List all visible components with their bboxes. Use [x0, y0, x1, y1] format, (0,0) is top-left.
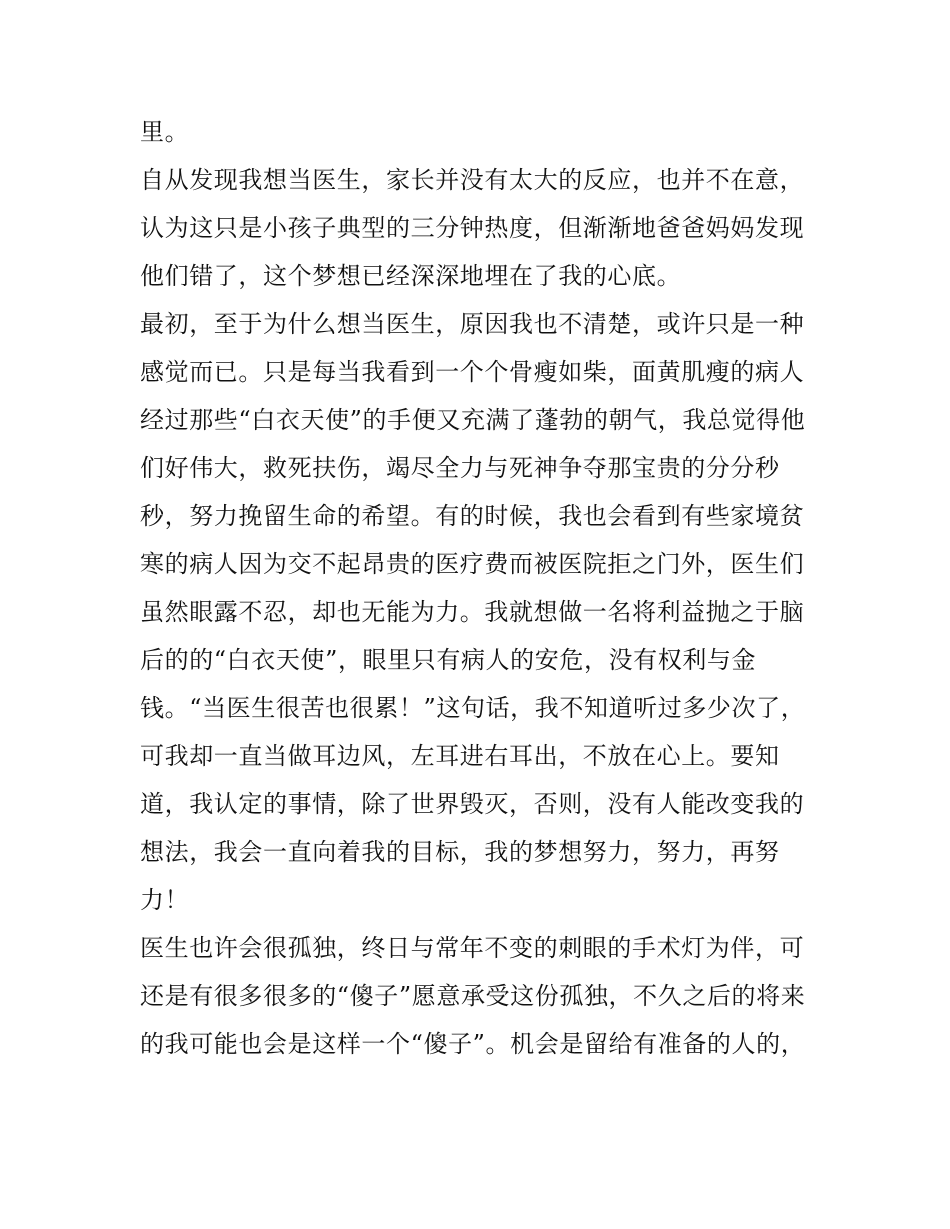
text-line: 钱。“当医生很苦也很累！”这句话，我不知道听过多少次了，: [140, 694, 806, 722]
text-line: 自从发现我想当医生，家长并没有太大的反应，也并不在意，: [140, 166, 805, 194]
text-line: 里。: [140, 118, 190, 146]
text-line: 们好伟大，救死扶伤，竭尽全力与死神争夺那宝贵的分分秒: [140, 454, 780, 482]
text-line: 认为这只是小孩子典型的三分钟热度，但渐渐地爸爸妈妈发现: [140, 214, 805, 242]
text-line: 道，我认定的事情，除了世界毁灭，否则，没有人能改变我的: [140, 790, 805, 818]
text-line: 最初，至于为什么想当医生，原因我也不清楚，或许只是一种: [140, 310, 805, 338]
text-line: 可我却一直当做耳边风，左耳进右耳出，不放在心上。要知: [140, 742, 780, 770]
text-line: 经过那些“白衣天使”的手便又充满了蓬勃的朝气，我总觉得他: [140, 406, 806, 434]
text-line: 还是有很多很多的“傻子”愿意承受这份孤独，不久之后的将来: [140, 982, 806, 1010]
text-line: 医生也许会很孤独，终日与常年不变的刺眼的手术灯为伴，可: [140, 934, 805, 962]
text-line: 力！: [140, 886, 190, 914]
text-line: 后的的“白衣天使”，眼里只有病人的安危，没有权利与金: [140, 646, 757, 674]
text-line: 感觉而已。只是每当我看到一个个骨瘦如柴，面黄肌瘦的病人: [140, 358, 805, 386]
text-line: 他们错了，这个梦想已经深深地埋在了我的心底。: [140, 262, 682, 290]
text-line: 寒的病人因为交不起昂贵的医疗费而被医院拒之门外，医生们: [140, 550, 805, 578]
text-line: 秒，努力挽留生命的希望。有的时候，我也会看到有些家境贫: [140, 502, 805, 530]
text-line: 的我可能也会是这样一个“傻子”。机会是留给有准备的人的，: [140, 1030, 806, 1058]
text-line: 想法，我会一直向着我的目标，我的梦想努力，努力，再努: [140, 838, 780, 866]
essay-text: [140, 108, 820, 1068]
text-line: 虽然眼露不忍，却也无能为力。我就想做一名将利益抛之于脑: [140, 598, 805, 626]
